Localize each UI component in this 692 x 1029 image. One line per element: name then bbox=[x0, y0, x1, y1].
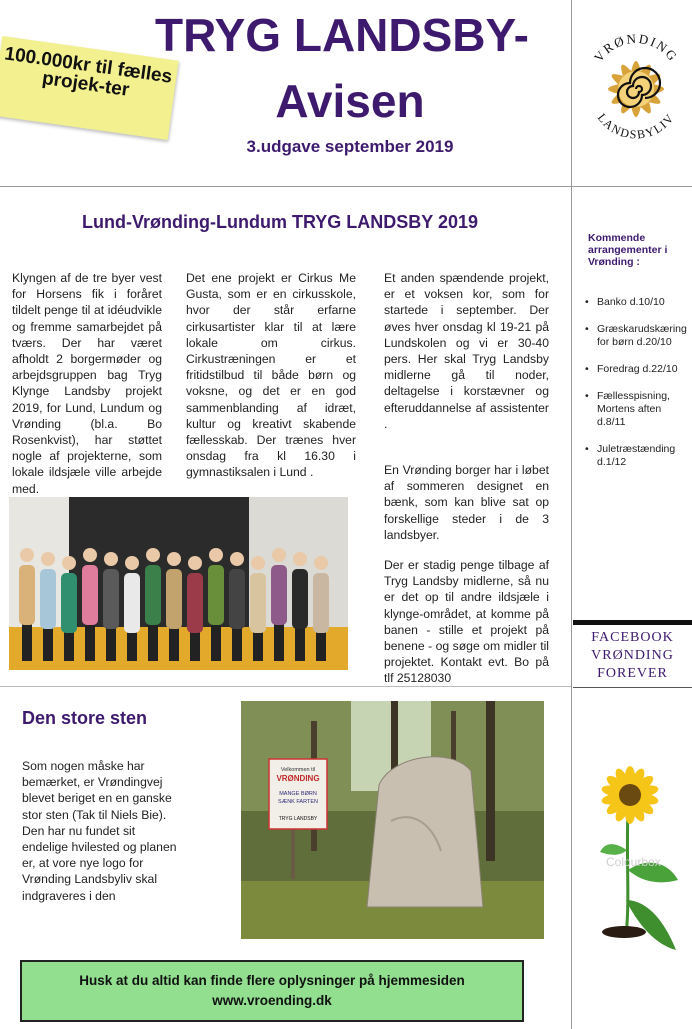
logo-top-text: VRØNDING bbox=[590, 30, 682, 65]
event-item: • Banko d.10/10 bbox=[583, 296, 689, 309]
newspaper-title-line1: TRYG LANDSBY- bbox=[155, 9, 529, 61]
stone-text: Som nogen måske har bemærket, er Vrøndingvej blevet beriget en en ganske stor sten (Tak til Niels Bie). Den har nu fundet sit endelige hvilested og planen er, at vore nye logo for Vrønding Landsbyliv skal indgraveres i den bbox=[22, 759, 177, 903]
vroending-landsbyliv-logo bbox=[583, 14, 689, 164]
event-item: • Fællesspisning, Mortens aften d.8/11 bbox=[583, 390, 689, 429]
facebook-line-1: FACEBOOK bbox=[591, 630, 674, 645]
article-col3-text-3: Der er stadig penge tilbage af Tryg Landsby midlerne, så nu er det op til andre ildsjæle i klynge-området, at komme på banen - stille et projekt på benene - og søge om midler til projektet. Kontakt evt. Bo på tlf 25128030 bbox=[384, 558, 549, 686]
article-col3-text-1: Et anden spændende projekt, er et voksen kor, som for startede i september. Der øves hver onsdag kl 19-21 på Lundskolen og vi er 30-40 pers. Her skal Tryg Landsby midlerne gå til noder, deltagelse i korstævner og efteruddannelse af assistenter . bbox=[384, 271, 549, 431]
article-col3-text-2: En Vrønding borger har i løbet af sommeren designet en bænk, som kan blive sat op forskellige steder i de 3 landsbyer. bbox=[384, 463, 549, 542]
facebook-line-3: FOREVER bbox=[597, 666, 668, 681]
sign-text-3: MANGE BØRN bbox=[279, 791, 317, 797]
article-title: Lund-Vrønding-Lundum TRYG LANDSBY 2019 bbox=[82, 212, 478, 232]
upcoming-events-heading: Kommende arrangementer i Vrønding : bbox=[588, 232, 668, 268]
article-column-1 bbox=[12, 270, 162, 511]
sign-text-5: TRYG LANDSBY bbox=[278, 816, 318, 822]
sign-text-2: VRØNDING bbox=[276, 774, 320, 783]
sunflower-illustration bbox=[590, 760, 690, 960]
section-title-stone: Den store sten bbox=[22, 708, 148, 728]
watermark-text: Colourbox bbox=[606, 855, 661, 869]
choir-group-photo bbox=[9, 497, 348, 670]
website-notice-text: Husk at du altid kan finde flere oplysninger på hjemmesiden bbox=[79, 973, 465, 988]
article-col1-text: Klyngen af de tre byer vest for Horsens fik i foråret tildelt penge til at idéudvikle og fremme samarbejdet på tværs. Der har været afholdt 2 borgermøder og arbejdsgruppen bag Tryg Klynge Landsby projekt 2019, for Lund, Lundum og Vrønding (bl.a. Bo Rosenkvist), har støttet nogle af projekterne, som lokale ildsjæle ville arbejde med. bbox=[12, 271, 162, 496]
website-link[interactable]: www.vroending.dk bbox=[212, 993, 332, 1008]
upcoming-events-list bbox=[583, 296, 689, 483]
event-item: • Juletræstænding d.1/12 bbox=[583, 443, 689, 469]
event-item: • Foredrag d.22/10 bbox=[583, 363, 689, 376]
facebook-group-box[interactable] bbox=[573, 620, 692, 688]
sticky-note-text: 100.000kr til fælles projek-ter bbox=[3, 43, 174, 101]
article-column-2 bbox=[186, 270, 356, 495]
section-rule bbox=[0, 686, 571, 687]
column-rule bbox=[571, 0, 572, 1029]
svg-text:VRØNDING bbox=[591, 31, 682, 65]
article-column-3 bbox=[384, 270, 549, 701]
facebook-line-2: VRØNDING bbox=[591, 648, 674, 663]
event-item: • Græskarudskæring for børn d.20/10 bbox=[583, 323, 689, 349]
sign-text-1: Velkommen til bbox=[280, 767, 316, 773]
article-col2-text: Det ene projekt er Cirkus Me Gusta, som er en cirkusskole, hvor der står erfarne cirkusartister klar til at lære lokale om cirkus. Cirkustræningen er et fritidstilbud til både børn og voksne, og det er en god sammenblanding af idræt, kultur og kreativt skabende fællesskab. Der trænes hver onsdag fra kl 16.30 i gymnastiksalen i Lund . bbox=[186, 271, 356, 480]
newspaper-title-line2: Avisen bbox=[275, 75, 425, 127]
stone-column bbox=[22, 758, 182, 918]
header-rule bbox=[0, 186, 692, 187]
sign-text-4: SÆNK FARTEN bbox=[278, 799, 318, 805]
website-notice-box bbox=[20, 960, 524, 1022]
edition-date: 3.udgave september 2019 bbox=[246, 137, 454, 156]
stone-photo bbox=[241, 701, 544, 939]
logo-bottom-text: LANDSBYLIV bbox=[594, 110, 678, 142]
